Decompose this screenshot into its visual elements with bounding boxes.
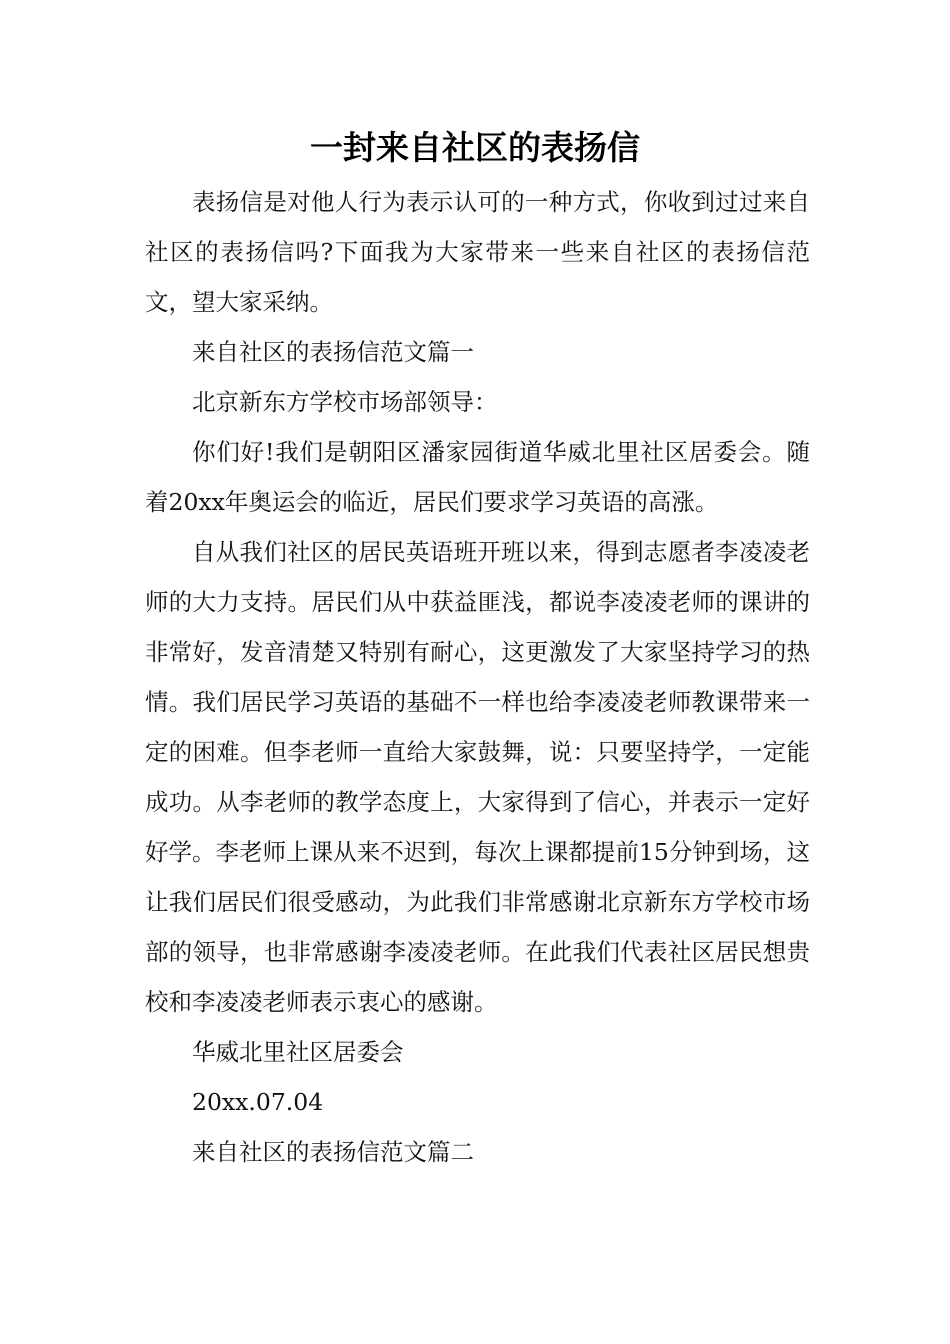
document-title: 一封来自社区的表扬信	[310, 128, 640, 167]
section-heading-2: 来自社区的表扬信范文篇二	[192, 1138, 474, 1166]
letter-signature: 华威北里社区居委会	[192, 1038, 404, 1066]
letter-salutation: 北京新东方学校市场部领导：	[192, 388, 498, 416]
section-heading-1: 来自社区的表扬信范文篇一	[192, 338, 474, 366]
letter-date: 20xx.07.04	[192, 1088, 324, 1116]
document-body	[145, 177, 810, 1177]
letter-paragraph: 自从我们社区的居民英语班开班以来，得到志愿者李凌凌老师的大力支持。居民们从中获益匪浅，都说李凌凌老师的课讲的非常好，发音清楚又特别有耐心，这更激发了大家坚持学习的热情。我们居民学习英语的基础不一样也给李凌凌老师教课带来一定的困难。但李老师一直给大家鼓舞，说：只要坚持学，一定能成功。从李老师的教学态度上，大家得到了信心，并表示一定好好学。李老师上课从来不迟到，每次上课都提前15分钟到场，这让我们居民们很受感动，为此我们非常感谢北京新东方学校市场部的领导，也非常感谢李凌凌老师。在此我们代表社区居民想贵校和李凌凌老师表示衷心的感谢。	[145, 538, 810, 1016]
intro-paragraph: 表扬信是对他人行为表示认可的一种方式，你收到过过来自社区的表扬信吗?下面我为大家带来一些来自社区的表扬信范文，望大家采纳。	[145, 188, 810, 316]
letter-paragraph: 你们好!我们是朝阳区潘家园街道华威北里社区居委会。随着20xx年奥运会的临近，居民们要求学习英语的高涨。	[145, 438, 810, 516]
